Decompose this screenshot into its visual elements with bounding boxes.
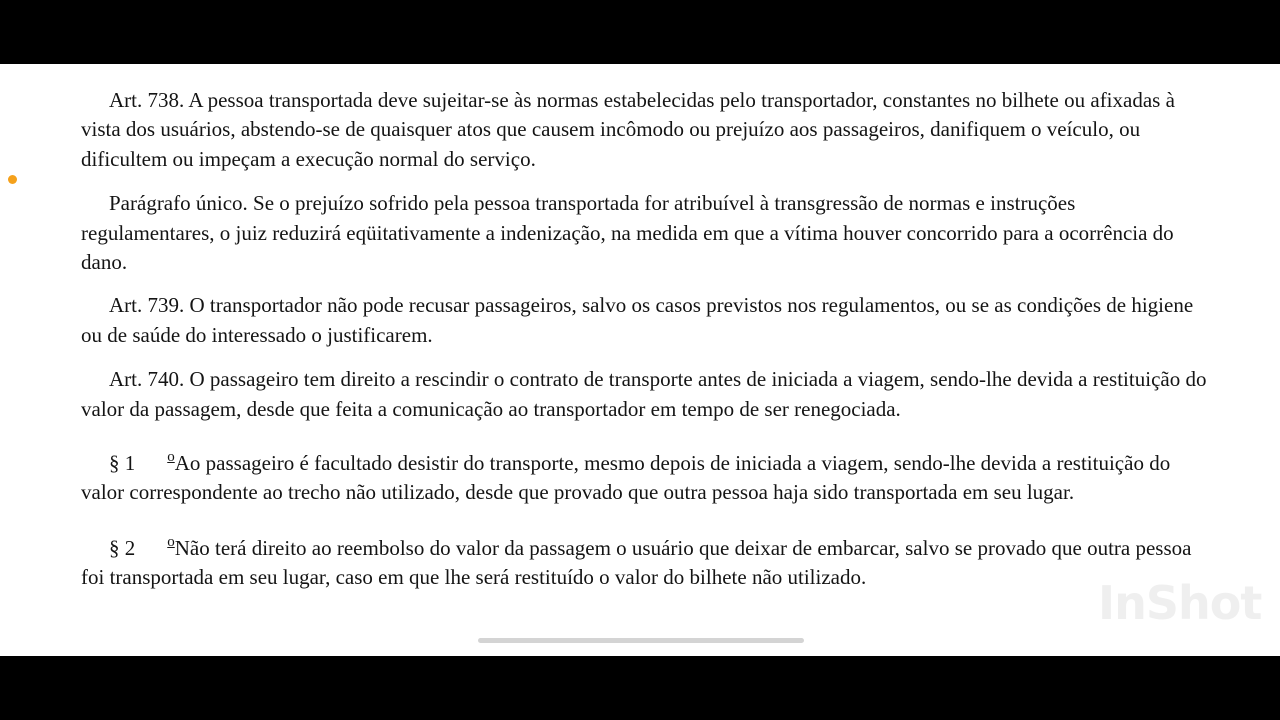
letterbox-top [0,0,1280,64]
paragraph-1-text: Ao passageiro é facultado desistir do transporte, mesmo depois de iniciada a viagem, sendo-lhe devida a restituição do valor correspondente ao trecho não utilizado, desde que provado que outra pessoa haja sido transportada em seu lugar. [81,451,1171,505]
document-text [81,86,1211,593]
paragraph-2-ordinal: o [167,533,175,550]
pointer-dot-icon [8,175,17,184]
letterbox-bottom [0,656,1280,720]
paragraph-1 [81,449,1211,508]
paragrafo-unico: Parágrafo único. Se o prejuízo sofrido pela pessoa transportada for atribuível à transgressão de normas e instruções regulamentares, o juiz reduzirá eqüitativamente a indenização, na medida em que a vítima houver concorrido para a ocorrência do dano. [81,191,1174,275]
watermark-logo: InShot [1098,576,1262,630]
horizontal-scrollbar[interactable] [478,638,804,643]
document-page[interactable] [0,64,1280,656]
paragraph-2 [81,534,1211,593]
paragraph-1-label: § 1 [109,451,136,476]
paragraph-2-label: § 2 [109,535,136,560]
paragraph-1-ordinal: o [167,449,175,466]
article-740: Art. 740. O passageiro tem direito a rescindir o contrato de transporte antes de iniciada a viagem, sendo-lhe devida a restituição do valor da passagem, desde que feita a comunicação ao transportador em tempo de ser renegociada. [81,367,1207,421]
paragraph-2-text: Não terá direito ao reembolso do valor da passagem o usuário que deixar de embarcar, salvo se provado que outra pessoa foi transportada em seu lugar, caso em que lhe será restituído o valor do bilhete não utilizado. [81,535,1192,590]
article-739: Art. 739. O transportador não pode recusar passageiros, salvo os casos previstos nos regulamentos, ou se as condições de higiene ou de saúde do interessado o justificarem. [81,293,1194,347]
article-738: Art. 738. A pessoa transportada deve sujeitar-se às normas estabelecidas pelo transportador, constantes no bilhete ou afixadas à vista dos usuários, abstendo-se de quaisquer atos que causem incômodo ou prejuízo aos passageiros, danifiquem o veículo, ou dificultem ou impeçam a execução normal do serviço. [81,88,1175,171]
